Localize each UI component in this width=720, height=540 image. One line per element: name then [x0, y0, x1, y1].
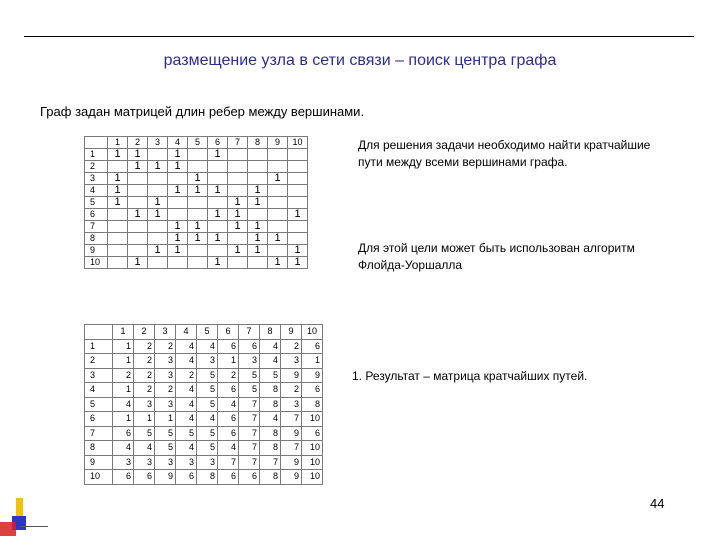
- matrix-cell: 4: [197, 412, 218, 427]
- matrix-cell: 4: [260, 354, 281, 369]
- matrix-cell: 1: [208, 233, 228, 245]
- column-header: 5: [188, 137, 208, 149]
- matrix-cell: 2: [281, 339, 302, 354]
- matrix-cell: 9: [281, 470, 302, 485]
- matrix-cell: 1: [128, 149, 148, 161]
- matrix-cell: [188, 209, 208, 221]
- matrix-cell: 4: [176, 354, 197, 369]
- matrix-cell: 1: [268, 233, 288, 245]
- matrix-cell: 1: [113, 339, 134, 354]
- top-divider: [24, 36, 694, 37]
- matrix-cell: 5: [197, 426, 218, 441]
- matrix-cell: 6: [239, 339, 260, 354]
- matrix-cell: [188, 149, 208, 161]
- matrix-cell: 3: [197, 354, 218, 369]
- matrix-cell: 6: [113, 426, 134, 441]
- matrix-cell: 7: [239, 441, 260, 456]
- matrix-cell: 1: [148, 197, 168, 209]
- matrix-cell: 1: [288, 209, 308, 221]
- matrix-cell: [148, 185, 168, 197]
- row-header: 2: [85, 354, 113, 369]
- matrix-cell: [188, 197, 208, 209]
- matrix-cell: 5: [197, 397, 218, 412]
- matrix-cell: [148, 257, 168, 269]
- matrix-cell: 3: [155, 397, 176, 412]
- adjacency-row: [85, 197, 308, 209]
- matrix-cell: [128, 245, 148, 257]
- matrix-cell: 4: [218, 441, 239, 456]
- column-header: 4: [176, 325, 197, 340]
- matrix-cell: 1: [168, 233, 188, 245]
- row-header: 6: [85, 412, 113, 427]
- matrix-cell: 8: [260, 383, 281, 398]
- adjacency-row: [85, 185, 308, 197]
- column-header: 10: [288, 137, 308, 149]
- matrix-cell: 1: [188, 173, 208, 185]
- matrix-cell: 3: [281, 397, 302, 412]
- matrix-cell: [268, 209, 288, 221]
- column-header: 6: [208, 137, 228, 149]
- matrix-cell: 3: [155, 354, 176, 369]
- matrix-cell: 4: [113, 441, 134, 456]
- row-header: 1: [85, 339, 113, 354]
- matrix-cell: 3: [134, 455, 155, 470]
- matrix-cell: 1: [188, 233, 208, 245]
- column-header: 3: [148, 137, 168, 149]
- matrix-cell: 10: [302, 441, 323, 456]
- matrix-cell: 5: [197, 441, 218, 456]
- row-header: 1: [85, 149, 108, 161]
- matrix-cell: 5: [155, 426, 176, 441]
- row-header: 7: [85, 426, 113, 441]
- matrix-cell: [128, 173, 148, 185]
- matrix-cell: 1: [208, 149, 228, 161]
- matrix-cell: 1: [113, 383, 134, 398]
- matrix-cell: [208, 197, 228, 209]
- matrix-cell: [168, 173, 188, 185]
- matrix-cell: 1: [302, 354, 323, 369]
- distance-row: [85, 441, 323, 456]
- matrix-cell: [228, 149, 248, 161]
- column-header: 7: [239, 325, 260, 340]
- matrix-cell: 1: [228, 209, 248, 221]
- matrix-cell: [168, 209, 188, 221]
- distance-row: [85, 397, 323, 412]
- distance-row: [85, 339, 323, 354]
- distance-row: [85, 368, 323, 383]
- distance-matrix: [84, 324, 323, 485]
- matrix-cell: [268, 185, 288, 197]
- matrix-cell: 1: [248, 221, 268, 233]
- column-header: 5: [197, 325, 218, 340]
- matrix-cell: 10: [302, 470, 323, 485]
- adjacency-row: [85, 149, 308, 161]
- matrix-cell: [268, 221, 288, 233]
- matrix-cell: 3: [197, 455, 218, 470]
- matrix-cell: 1: [208, 185, 228, 197]
- decorative-squares: [0, 496, 50, 540]
- deco-line: [20, 526, 48, 527]
- matrix-cell: 8: [197, 470, 218, 485]
- matrix-cell: 5: [260, 368, 281, 383]
- matrix-cell: 7: [260, 455, 281, 470]
- matrix-cell: [228, 257, 248, 269]
- matrix-cell: 1: [134, 412, 155, 427]
- matrix-cell: [268, 197, 288, 209]
- row-header: 9: [85, 455, 113, 470]
- matrix-cell: 9: [281, 426, 302, 441]
- deco-red-square: [0, 522, 16, 536]
- adjacency-row: [85, 257, 308, 269]
- matrix-cell: [268, 161, 288, 173]
- matrix-cell: 1: [108, 149, 128, 161]
- matrix-cell: 5: [134, 426, 155, 441]
- matrix-cell: 7: [239, 426, 260, 441]
- matrix-cell: 3: [176, 455, 197, 470]
- matrix-cell: 5: [197, 383, 218, 398]
- matrix-cell: [208, 173, 228, 185]
- row-header: 6: [85, 209, 108, 221]
- matrix-cell: 5: [239, 383, 260, 398]
- matrix-cell: 1: [168, 185, 188, 197]
- matrix-cell: 5: [239, 368, 260, 383]
- matrix-cell: [228, 185, 248, 197]
- matrix-cell: [288, 173, 308, 185]
- matrix-cell: 2: [113, 368, 134, 383]
- matrix-cell: 7: [281, 412, 302, 427]
- column-header: 1: [108, 137, 128, 149]
- matrix-cell: 6: [218, 470, 239, 485]
- distance-row: [85, 383, 323, 398]
- matrix-cell: 1: [268, 173, 288, 185]
- matrix-cell: 4: [176, 441, 197, 456]
- matrix-cell: [108, 161, 128, 173]
- matrix-cell: 8: [260, 470, 281, 485]
- matrix-cell: [288, 221, 308, 233]
- distance-row: [85, 412, 323, 427]
- matrix-cell: 6: [239, 470, 260, 485]
- row-header: 7: [85, 221, 108, 233]
- matrix-cell: 1: [113, 412, 134, 427]
- matrix-cell: [248, 149, 268, 161]
- matrix-cell: 7: [239, 397, 260, 412]
- matrix-cell: [228, 233, 248, 245]
- column-header: 10: [302, 325, 323, 340]
- row-header: 8: [85, 233, 108, 245]
- corner-cell: [85, 325, 113, 340]
- slide-title: размещение узла в сети связи – поиск центра графа: [163, 52, 557, 69]
- matrix-cell: [128, 233, 148, 245]
- matrix-cell: [268, 245, 288, 257]
- matrix-cell: 6: [302, 383, 323, 398]
- matrix-cell: 10: [302, 412, 323, 427]
- matrix-cell: [208, 221, 228, 233]
- note-result: 1. Результат – матрица кратчайших путей.: [352, 369, 588, 383]
- note-floyd-warshall: Для этой цели может быть использован алгоритм Флойда-Уоршалла: [358, 241, 635, 272]
- matrix-cell: [248, 173, 268, 185]
- matrix-cell: 1: [108, 173, 128, 185]
- matrix-cell: 1: [248, 185, 268, 197]
- column-header: 4: [168, 137, 188, 149]
- column-header: 3: [155, 325, 176, 340]
- matrix-cell: 1: [148, 245, 168, 257]
- matrix-cell: 2: [281, 383, 302, 398]
- matrix-cell: 8: [260, 426, 281, 441]
- matrix-cell: 7: [281, 441, 302, 456]
- row-header: 4: [85, 383, 113, 398]
- matrix-cell: 1: [108, 197, 128, 209]
- header-row: [85, 137, 308, 149]
- row-header: 10: [85, 470, 113, 485]
- matrix-cell: [128, 197, 148, 209]
- matrix-cell: 2: [134, 339, 155, 354]
- matrix-cell: 1: [148, 161, 168, 173]
- adjacency-row: [85, 161, 308, 173]
- column-header: 2: [128, 137, 148, 149]
- slide-subtitle: Граф задан матрицей длин ребер между вершинами.: [40, 104, 365, 119]
- matrix-cell: 2: [134, 383, 155, 398]
- matrix-cell: 1: [148, 209, 168, 221]
- matrix-cell: 7: [239, 412, 260, 427]
- adjacency-row: [85, 245, 308, 257]
- adjacency-row: [85, 209, 308, 221]
- matrix-cell: 4: [113, 397, 134, 412]
- matrix-cell: 5: [176, 426, 197, 441]
- row-header: 3: [85, 368, 113, 383]
- matrix-cell: [208, 161, 228, 173]
- adjacency-row: [85, 173, 308, 185]
- row-header: 5: [85, 397, 113, 412]
- matrix-cell: 6: [218, 339, 239, 354]
- matrix-cell: [288, 197, 308, 209]
- matrix-cell: 8: [302, 397, 323, 412]
- matrix-cell: 1: [128, 257, 148, 269]
- matrix-cell: 9: [281, 455, 302, 470]
- column-header: 8: [248, 137, 268, 149]
- matrix-cell: 1: [228, 197, 248, 209]
- matrix-cell: 1: [248, 245, 268, 257]
- matrix-cell: [128, 221, 148, 233]
- matrix-cell: 7: [218, 455, 239, 470]
- adjacency-row: [85, 221, 308, 233]
- matrix-cell: [188, 245, 208, 257]
- corner-cell: [85, 137, 108, 149]
- matrix-cell: 4: [176, 383, 197, 398]
- matrix-cell: [268, 149, 288, 161]
- matrix-cell: [248, 161, 268, 173]
- matrix-cell: 2: [155, 383, 176, 398]
- matrix-cell: 6: [113, 470, 134, 485]
- matrix-cell: 4: [176, 397, 197, 412]
- matrix-cell: 3: [134, 397, 155, 412]
- matrix-cell: 1: [208, 209, 228, 221]
- matrix-cell: 1: [108, 185, 128, 197]
- matrix-cell: 1: [168, 221, 188, 233]
- matrix-cell: 1: [128, 209, 148, 221]
- column-header: 1: [113, 325, 134, 340]
- matrix-cell: 10: [302, 455, 323, 470]
- column-header: 8: [260, 325, 281, 340]
- matrix-cell: 1: [228, 221, 248, 233]
- column-header: 9: [281, 325, 302, 340]
- matrix-cell: [188, 161, 208, 173]
- matrix-cell: 3: [281, 354, 302, 369]
- matrix-cell: [168, 197, 188, 209]
- matrix-cell: [188, 257, 208, 269]
- matrix-cell: [168, 257, 188, 269]
- matrix-cell: 3: [239, 354, 260, 369]
- matrix-cell: 1: [168, 161, 188, 173]
- matrix-cell: 1: [128, 161, 148, 173]
- matrix-cell: [208, 245, 228, 257]
- matrix-cell: 4: [197, 339, 218, 354]
- matrix-cell: [248, 257, 268, 269]
- row-header: 3: [85, 173, 108, 185]
- matrix-cell: 6: [176, 470, 197, 485]
- adjacency-row: [85, 233, 308, 245]
- matrix-cell: 5: [155, 441, 176, 456]
- matrix-cell: 1: [248, 233, 268, 245]
- matrix-cell: 8: [260, 441, 281, 456]
- page-number: 44: [650, 496, 665, 511]
- distance-row: [85, 426, 323, 441]
- matrix-cell: 4: [176, 339, 197, 354]
- matrix-cell: 1: [113, 354, 134, 369]
- matrix-cell: [228, 161, 248, 173]
- header-row: [85, 325, 323, 340]
- matrix-cell: 1: [218, 354, 239, 369]
- matrix-cell: 7: [239, 455, 260, 470]
- column-header: 2: [134, 325, 155, 340]
- matrix-cell: 1: [168, 245, 188, 257]
- matrix-cell: 1: [288, 257, 308, 269]
- distance-row: [85, 354, 323, 369]
- matrix-cell: 1: [208, 257, 228, 269]
- row-header: 10: [85, 257, 108, 269]
- matrix-cell: [148, 173, 168, 185]
- matrix-cell: 3: [155, 368, 176, 383]
- matrix-cell: 9: [281, 368, 302, 383]
- matrix-cell: 1: [188, 221, 208, 233]
- matrix-cell: 6: [134, 470, 155, 485]
- row-header: 2: [85, 161, 108, 173]
- matrix-cell: [288, 233, 308, 245]
- matrix-cell: 2: [134, 354, 155, 369]
- matrix-cell: 6: [302, 339, 323, 354]
- matrix-cell: 1: [248, 197, 268, 209]
- matrix-cell: 9: [302, 368, 323, 383]
- matrix-cell: 5: [197, 368, 218, 383]
- matrix-cell: [288, 185, 308, 197]
- column-header: 7: [228, 137, 248, 149]
- matrix-cell: [108, 257, 128, 269]
- row-header: 5: [85, 197, 108, 209]
- matrix-cell: 1: [288, 245, 308, 257]
- matrix-cell: [148, 221, 168, 233]
- matrix-cell: [148, 149, 168, 161]
- matrix-cell: 3: [155, 455, 176, 470]
- note-shortest-paths: Для решения задачи необходимо найти кратчайшие пути между всеми вершинами графа.: [358, 138, 651, 169]
- matrix-cell: 2: [176, 368, 197, 383]
- column-header: 9: [268, 137, 288, 149]
- matrix-cell: 6: [218, 426, 239, 441]
- matrix-cell: [228, 173, 248, 185]
- matrix-cell: 2: [155, 339, 176, 354]
- matrix-cell: 4: [218, 397, 239, 412]
- matrix-cell: [248, 209, 268, 221]
- matrix-cell: [288, 161, 308, 173]
- matrix-cell: [108, 233, 128, 245]
- row-header: 9: [85, 245, 108, 257]
- matrix-cell: 4: [176, 412, 197, 427]
- matrix-cell: 3: [113, 455, 134, 470]
- matrix-cell: 1: [188, 185, 208, 197]
- matrix-cell: [108, 221, 128, 233]
- matrix-cell: [128, 185, 148, 197]
- row-header: 8: [85, 441, 113, 456]
- distance-row: [85, 470, 323, 485]
- matrix-cell: 1: [228, 245, 248, 257]
- matrix-cell: [108, 245, 128, 257]
- matrix-cell: 6: [218, 412, 239, 427]
- column-header: 6: [218, 325, 239, 340]
- matrix-cell: 4: [260, 412, 281, 427]
- matrix-cell: [108, 209, 128, 221]
- matrix-cell: 1: [268, 257, 288, 269]
- matrix-cell: 4: [134, 441, 155, 456]
- row-header: 4: [85, 185, 108, 197]
- matrix-cell: 8: [260, 397, 281, 412]
- matrix-cell: 6: [218, 383, 239, 398]
- distance-row: [85, 455, 323, 470]
- matrix-cell: 1: [168, 149, 188, 161]
- matrix-cell: [148, 233, 168, 245]
- matrix-cell: 1: [155, 412, 176, 427]
- matrix-cell: 6: [302, 426, 323, 441]
- matrix-cell: 2: [218, 368, 239, 383]
- matrix-cell: [288, 149, 308, 161]
- matrix-cell: 4: [260, 339, 281, 354]
- adjacency-matrix: [84, 136, 308, 269]
- matrix-cell: 9: [155, 470, 176, 485]
- matrix-cell: 2: [134, 368, 155, 383]
